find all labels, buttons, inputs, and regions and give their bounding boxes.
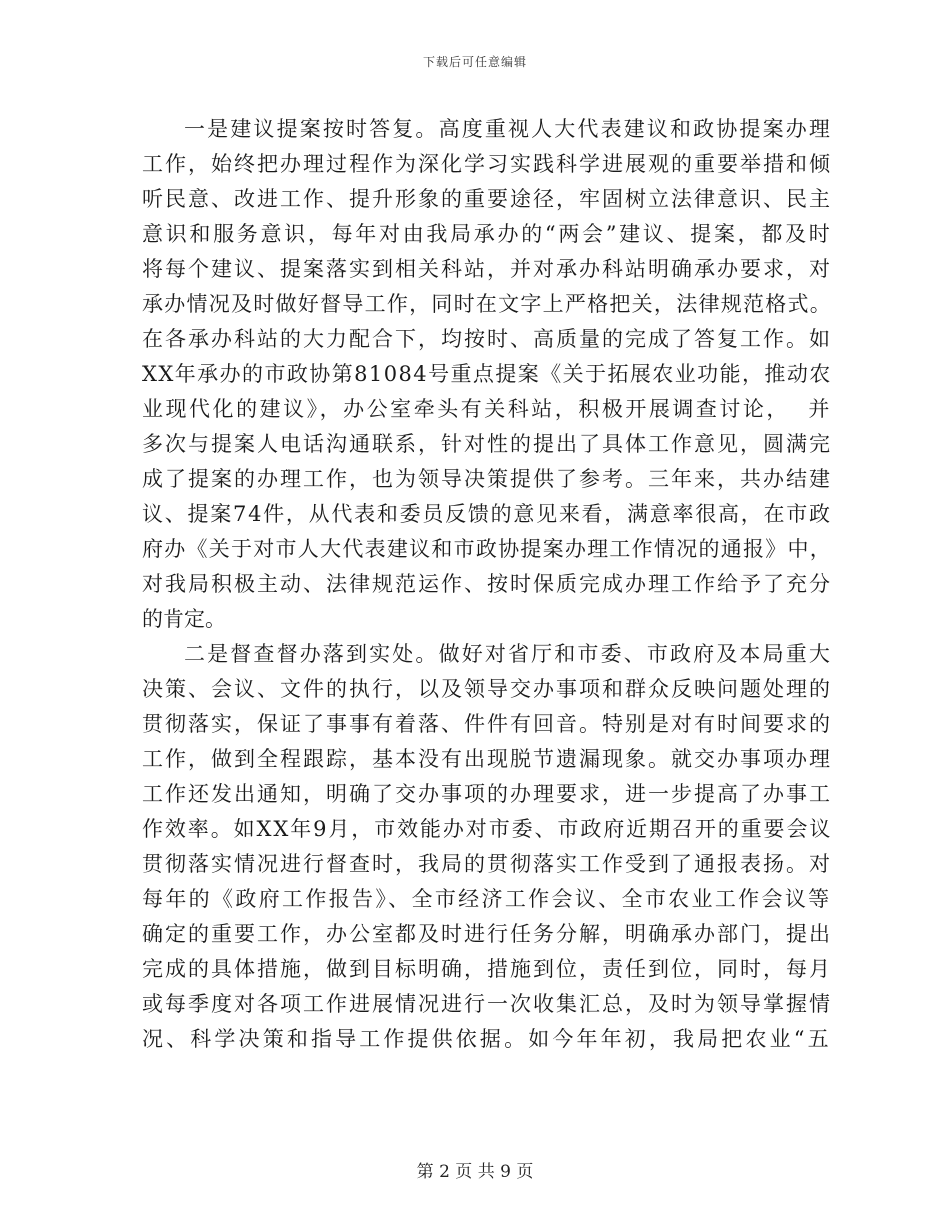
- text-line: 二是督查督办落到实处。做好对省厅和市委、市政府及本局重大: [184, 642, 832, 666]
- text-line: 贯彻落实，保证了事事有着落、件件有回音。特别是对有时间要求的: [142, 712, 832, 736]
- text-line: 府办《关于对市人大代表建议和市政协提案办理工作情况的通报》中，: [142, 537, 832, 561]
- text-line: XX年承办的市政协第81084号重点提案《关于拓展农业功能，推动农: [142, 362, 832, 386]
- text-line: 成了提案的办理工作，也为领导决策提供了参考。三年来，共办结建: [142, 467, 832, 491]
- text-line: 确定的重要工作，办公室都及时进行任务分解，明确承办部门，提出: [142, 922, 832, 946]
- text-line: 对我局积极主动、法律规范运作、按时保质完成办理工作给予了充分: [142, 572, 832, 596]
- text-line: 决策、会议、文件的执行，以及领导交办事项和群众反映问题处理的: [142, 677, 832, 701]
- text-line: 作效率。如XX年9月，市效能办对市委、市政府近期召开的重要会议: [142, 817, 833, 841]
- text-line: 工作，始终把办理过程作为深化学习实践科学进展观的重要举措和倾: [142, 152, 832, 176]
- text-line: 意识和服务意识，每年对由我局承办的“两会”建议、提案，都及时: [142, 222, 833, 246]
- text-line: 一是建议提案按时答复。高度重视人大代表建议和政协提案办理: [184, 117, 832, 141]
- text-line: 听民意、改进工作、提升形象的重要途径，牢固树立法律意识、民主: [142, 187, 832, 211]
- text-line: 业现代化的建议》，办公室牵头有关科站，积极开展调查讨论， 并: [142, 397, 832, 421]
- text-line: 工作，做到全程跟踪，基本没有出现脱节遗漏现象。就交办事项办理: [142, 747, 832, 771]
- text-line: 工作还发出通知，明确了交办事项的办理要求，进一步提高了办事工: [142, 782, 832, 806]
- text-line: 完成的具体措施，做到目标明确，措施到位，责任到位，同时，每月: [142, 957, 832, 981]
- text-line: 每年的《政府工作报告》、全市经济工作会议、全市农业工作会议等: [142, 887, 832, 911]
- text-line: 承办情况及时做好督导工作，同时在文字上严格把关，法律规范格式。: [142, 292, 832, 316]
- text-line: 将每个建议、提案落实到相关科站，并对承办科站明确承办要求，对: [142, 257, 832, 281]
- page-number: 第 2 页 共 9 页: [416, 1162, 534, 1182]
- text-line: 多次与提案人电话沟通联系，针对性的提出了具体工作意见，圆满完: [142, 432, 832, 456]
- text-line: 的肯定。: [142, 607, 226, 631]
- text-line: 议、提案74件，从代表和委员反馈的意见来看，满意率很高，在市政: [142, 502, 832, 526]
- text-line: 况、科学决策和指导工作提供依据。如今年年初，我局把农业“五: [142, 1027, 832, 1051]
- text-line: 在各承办科站的大力配合下，均按时、高质量的完成了答复工作。如: [142, 327, 832, 351]
- page-header-note: 下载后可任意编辑: [422, 55, 527, 69]
- text-line: 贯彻落实情况进行督查时，我局的贯彻落实工作受到了通报表扬。对: [142, 852, 832, 876]
- text-line: 或每季度对各项工作进展情况进行一次收集汇总，及时为领导掌握情: [142, 992, 832, 1016]
